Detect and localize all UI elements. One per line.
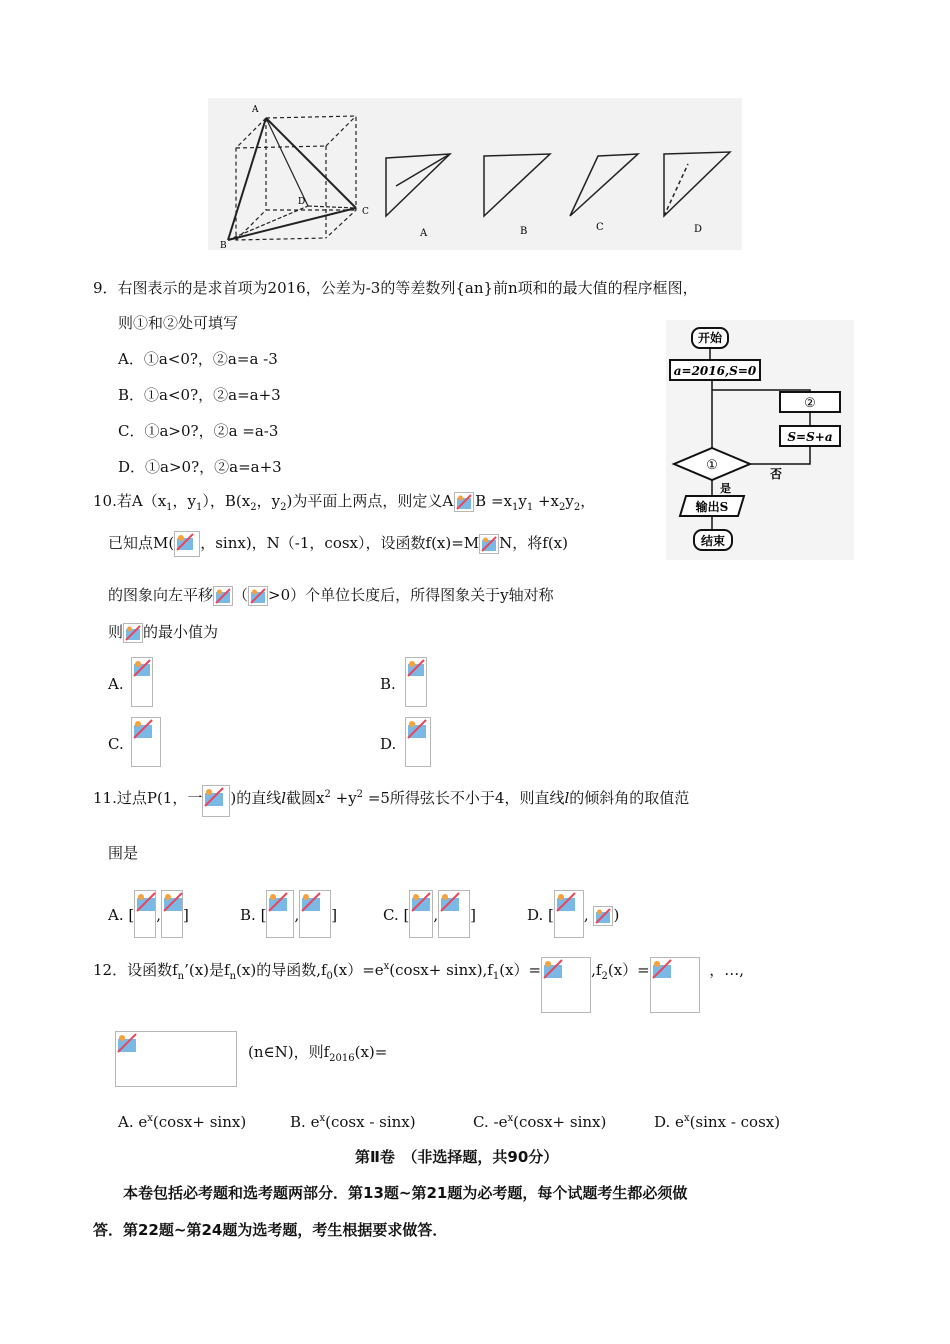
section2-paragraph-line1: 本卷包括必考题和选考题两部分．第13题~第21题为必考题，每个试题考生都必须做 [123, 1184, 688, 1202]
flowchart-figure [666, 320, 854, 560]
q11-choice-c: C. [ , ] [383, 890, 476, 938]
flow-yes: 是 [720, 482, 731, 495]
option-a-label: A [420, 228, 428, 239]
q10-line4: 则 的最小值为 [108, 623, 219, 641]
q10-line1: 10.若$A(x_1$，$y_1$），$B(x_2$，$y_2$)为平面上两点，则定义A $B =x_1y_1 +x_2y_2$， [93, 492, 596, 513]
q9-stem-line2: 则①和②处可填写 [118, 314, 239, 332]
option-c-label: C [596, 222, 604, 233]
three-view-figure [208, 98, 742, 250]
broken-image-icon [131, 717, 161, 767]
q10-line3: 的图象向左平移 （ >0）个单位长度后，所得图象关于y轴对称 [108, 586, 554, 604]
flow-output: 输出S [695, 500, 729, 514]
q12-choice-b: B. $e^x(\cos x - \sin x)$ [290, 1113, 416, 1131]
broken-image-icon [454, 492, 474, 512]
broken-image-icon [409, 890, 433, 938]
broken-image-icon [134, 890, 156, 938]
broken-image-icon [248, 586, 268, 606]
cube-label-c: C [362, 207, 369, 217]
q11-choice-d: D. [ , ) [527, 890, 619, 938]
broken-image-icon [554, 890, 584, 938]
broken-image-icon [123, 623, 143, 643]
broken-image-icon [161, 890, 183, 938]
broken-image-icon [650, 957, 700, 1013]
broken-image-icon [266, 890, 294, 938]
broken-image-icon [405, 657, 427, 707]
broken-image-icon [174, 531, 200, 557]
flow-end: 结束 [700, 534, 726, 548]
option-d-triangle [664, 152, 730, 216]
flow-no: 否 [770, 467, 783, 481]
q9-stem-line1: 9．右图表示的是求首项为2016，公差为-3的等差数列{an}前n项和的最大值的程序框图， [93, 279, 698, 297]
option-d-label: D [694, 224, 703, 235]
q12-choice-c: C. $-e^x(\cos x+ \sin x)$ [473, 1113, 607, 1131]
q11-line2: 围是 [108, 844, 139, 862]
broken-image-icon [213, 586, 233, 606]
q10-choice-b-label: B. [380, 675, 396, 693]
q11-choice-b: B. [ , ] [240, 890, 337, 938]
flow-sum: S=S+a [787, 430, 833, 444]
option-c-triangle [570, 154, 638, 216]
q12-choice-d: D. $e^x(\sin x - \cos x)$ [654, 1113, 781, 1131]
cube-label-b: B [220, 241, 227, 250]
broken-image-icon [299, 890, 331, 938]
q9-choice-a: A．①a<0?，②a=a -3 [118, 350, 278, 368]
cube-figure [208, 98, 742, 250]
broken-image-icon [405, 717, 431, 767]
option-b-triangle [484, 154, 550, 216]
cube-label-d: D [298, 197, 306, 207]
cube-label-a: A [252, 105, 259, 115]
q10-choice-d-label: D. [380, 735, 397, 753]
q9-choice-d: D．①a>0?，②a=a+3 [118, 458, 282, 476]
flow-step-2: ② [804, 396, 816, 411]
broken-image-icon [438, 890, 470, 938]
q12-line2: (n∈N)，则$f_{2016}(x)=$ [248, 1043, 388, 1064]
q10-choice-c-label: C. [108, 735, 124, 753]
q11-choice-a: A. [ , ] [108, 890, 189, 938]
broken-image-icon [479, 534, 499, 554]
broken-image-icon [541, 957, 591, 1013]
q12-line1: 12．设函数$f_n’(x)$是$f_n(x)$的导函数$,f_0(x)=e^x(\cos x+ \sin x),f_1(x)=$ $,f_2(x)=$ ，…, [93, 957, 744, 1013]
q11-line1: 11.过点P(1，一 )的直线l截圆$x^2 +y^2 =5$所得弦长不小于4，则直线l的倾斜角的取值范 [93, 785, 689, 817]
q10-choice-a-label: A. [108, 675, 124, 693]
q9-choice-c: C．①a>0?，②a =a-3 [118, 422, 279, 440]
flow-start: 开始 [697, 331, 723, 345]
broken-image-icon [593, 906, 613, 926]
q12-choice-a: A. $e^x(\cos x+ \sin x)$ [118, 1113, 247, 1131]
section2-paragraph-line2: 答．第22题~第24题为选考题，考生根据要求做答． [93, 1221, 448, 1239]
broken-image-icon [202, 785, 230, 817]
section2-title: 第Ⅱ卷 （非选择题，共90分） [355, 1148, 559, 1166]
option-b-label: B [520, 226, 528, 237]
q9-choice-b: B．①a<0?，②a=a+3 [118, 386, 281, 404]
option-a-triangle [386, 154, 450, 216]
flow-init: a=2016,S=0 [673, 364, 757, 378]
broken-image-icon [131, 657, 153, 707]
q10-line2: 已知点M( ，sinx)，N（-1，cosx），设函数f(x)=M N，将f(x) [108, 531, 568, 557]
broken-image-icon [115, 1031, 237, 1087]
flow-condition-1: ① [706, 458, 718, 473]
